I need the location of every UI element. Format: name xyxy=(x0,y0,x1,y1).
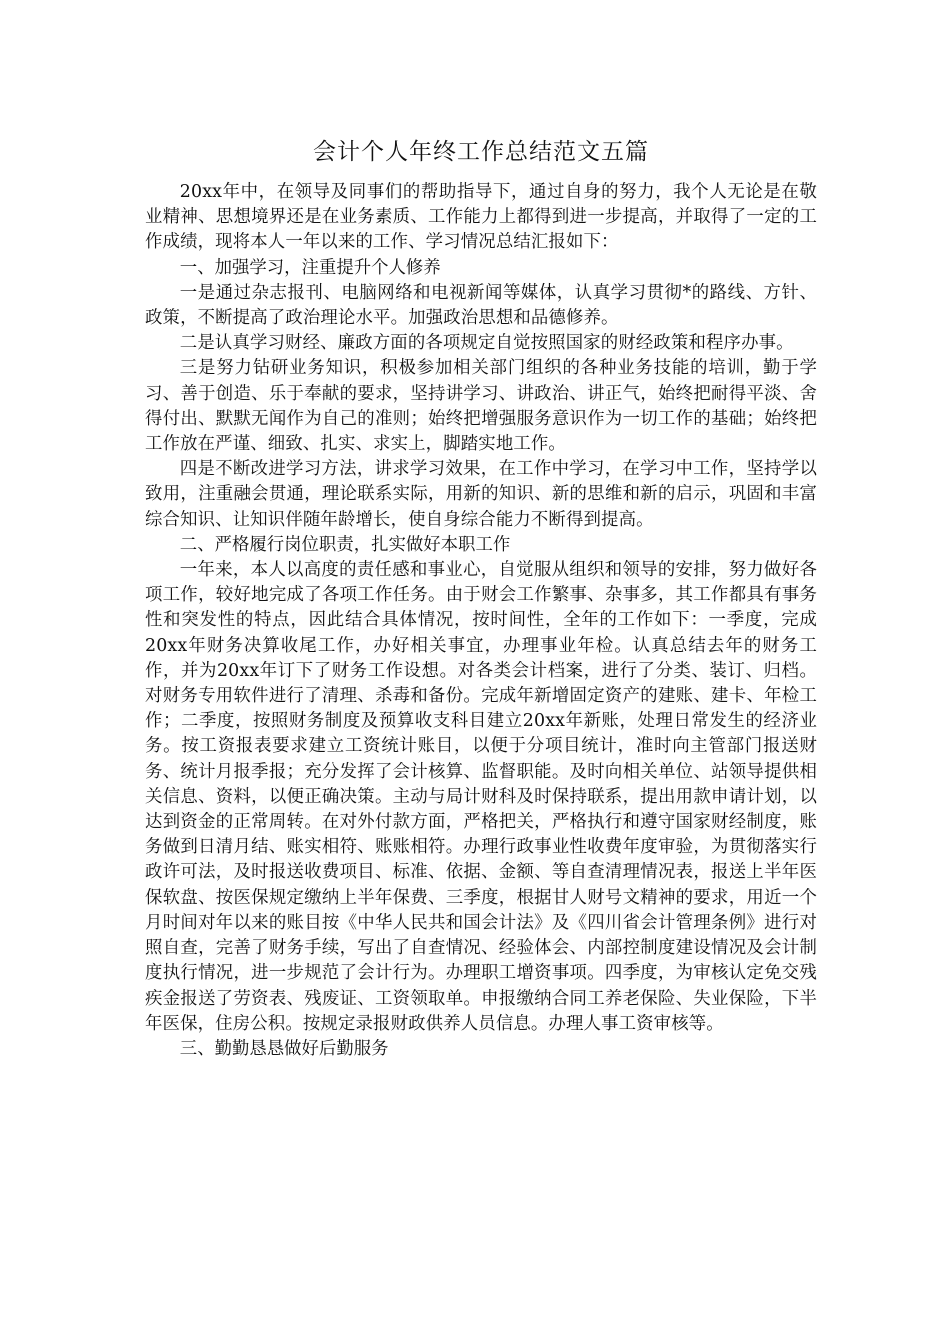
body-paragraph: 一年来，本人以高度的责任感和事业心，自觉服从组织和领导的安排，努力做好各项工作，较好地完成了各项工作任务。由于财会工作繁事、杂事多，其工作都具有事务性和突发性的特点，因此结合具体情况，按时间性，全年的工作如下：一季度，完成20xx年财务决算收尾工作，办好相关事宜，办理事业年检。认真总结去年的财务工作，并为20xx年订下了财务工作设想。对各类会计档案，进行了分类、装订、归档。对财务专用软件进行了清理、杀毒和备份。完成年新增固定资产的建账、建卡、年检工作；二季度，按照财务制度及预算收支科目建立20xx年新账，处理日常发生的经济业务。按工资报表要求建立工资统计账目，以便于分项目统计，准时向主管部门报送财务、统计月报季报；充分发挥了会计核算、监督职能。及时向相关单位、站领导提供相关信息、资料，以便正确决策。主动与局计财科及时保持联系，提出用款申请计划，以达到资金的正常周转。在对外付款方面，严格把关，严格执行和遵守国家财经制度，账务做到日清月结、账实相符、账账相符。办理行政事业性收费年度审验，为贯彻落实行政许可法，及时报送收费项目、标准、依据、金额、等自查清理情况表，报送上半年医保软盘、按医保规定缴纳上半年保费、三季度，根据甘人财号文精神的要求，用近一个月时间对年以来的账目按《中华人民共和国会计法》及《四川省会计管理条例》进行对照自查，完善了财务手续，写出了自查情况、经验体会、内部控制度建设情况及会计制度执行情况，进一步规范了会计行为。办理职工增资事项。四季度，为审核认定免交残疾金报送了劳资表、残废证、工资领取单。申报缴纳合同工养老保险、失业保险，下半年医保，住房公积。按规定录报财政供养人员信息。办理人事工资审核等。 xyxy=(145,560,817,1034)
body-paragraph: 三是努力钻研业务知识，积极参加相关部门组织的各种业务技能的培训，勤于学习、善于创造、乐于奉献的要求，坚持讲学习、讲政治、讲正气，始终把耐得平淡、舍得付出、默默无闻作为自己的准则；始终把增强服务意识作为一切工作的基础；始终把工作放在严谨、细致、扎实、求实上，脚踏实地工作。 xyxy=(145,358,817,455)
document-title: 会计个人年终工作总结范文五篇 xyxy=(313,139,649,165)
section-heading-1: 一、加强学习，注重提升个人修养 xyxy=(179,257,441,278)
document-body xyxy=(145,136,817,1062)
body-paragraph: 一是通过杂志报刊、电脑网络和电视新闻等媒体，认真学习贯彻*的路线、方针、政策，不断提高了政治理论水平。加强政治思想和品德修养。 xyxy=(145,282,817,329)
body-paragraph: 四是不断改进学习方法，讲求学习效果，在工作中学习，在学习中工作，坚持学以致用，注重融会贯通，理论联系实际，用新的知识、新的思维和新的启示，巩固和丰富综合知识、让知识伴随年龄增长，使自身综合能力不断得到提高。 xyxy=(145,459,817,530)
intro-paragraph: 20xx年中，在领导及同事们的帮助指导下，通过自身的努力，我个人无论是在敬业精神、思想境界还是在业务素质、工作能力上都得到进一步提高，并取得了一定的工作成绩，现将本人一年以来的工作、学习情况总结汇报如下： xyxy=(145,182,817,253)
section-heading-2: 二、严格履行岗位职责，扎实做好本职工作 xyxy=(179,534,511,555)
body-paragraph: 二是认真学习财经、廉政方面的各项规定自觉按照国家的财经政策和程序办事。 xyxy=(179,333,794,354)
section-heading-3: 三、勤勤恳恳做好后勤服务 xyxy=(179,1038,389,1059)
